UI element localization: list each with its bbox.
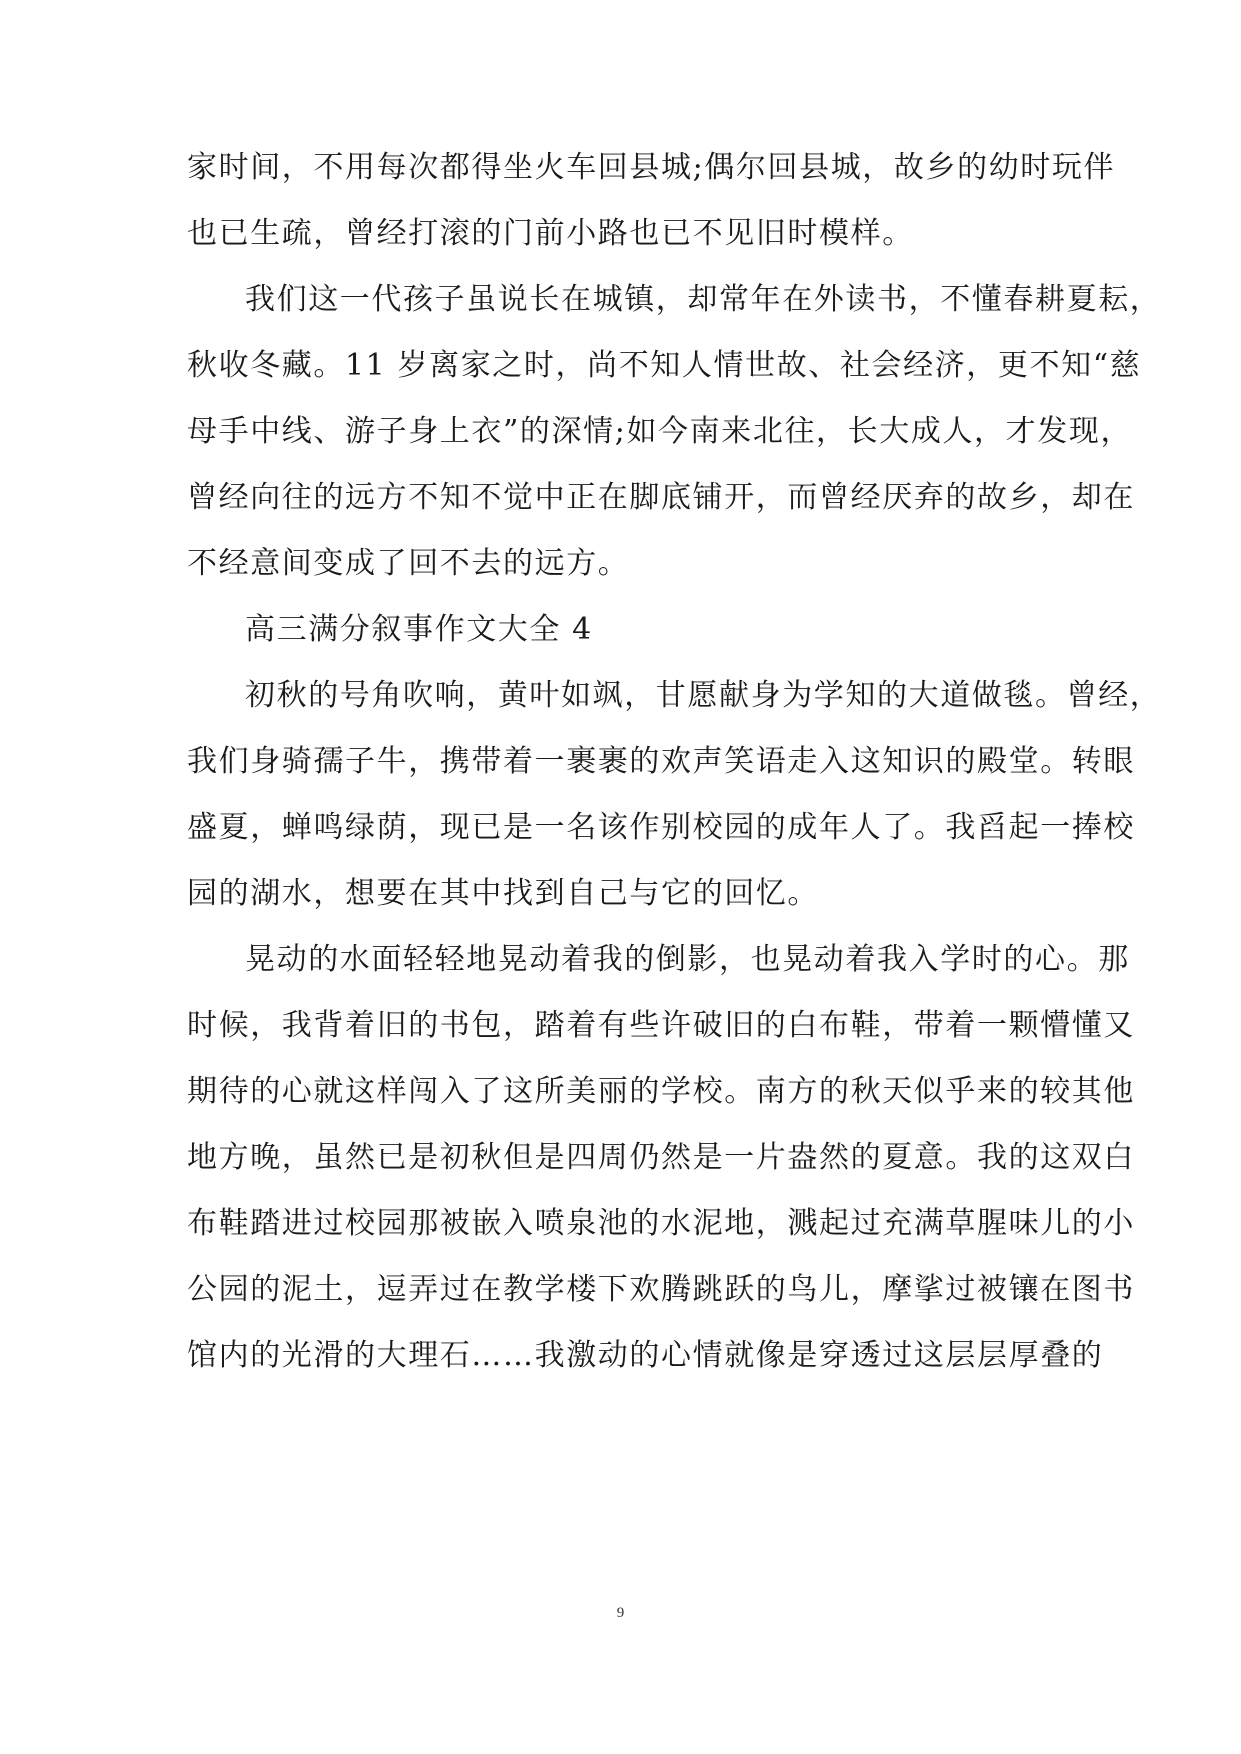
- text-line: 秋收冬藏。11 岁离家之时，尚不知人情世故、社会经济，更不知“慈: [187, 348, 1142, 383]
- text-line: 公园的泥土，逗弄过在教学楼下欢腾跳跃的鸟儿，摩挲过被镶在图书: [187, 1272, 1135, 1307]
- text-line: 也已生疏，曾经打滚的门前小路也已不见旧时模样。: [187, 216, 914, 251]
- text-line: 期待的心就这样闯入了这所美丽的学校。南方的秋天似乎来的较其他: [187, 1074, 1135, 1109]
- text-line: 不经意间变成了回不去的远方。: [187, 546, 630, 581]
- text-line: 家时间，不用每次都得坐火车回县城;偶尔回县城，故乡的幼时玩伴: [187, 150, 1116, 185]
- section-heading: 高三满分叙事作文大全 4: [245, 612, 593, 647]
- text-line: 时候，我背着旧的书包，踏着有些许破旧的白布鞋，带着一颗懵懂又: [187, 1008, 1135, 1043]
- text-line: 初秋的号角吹响，黄叶如飒，甘愿献身为学知的大道做毯。曾经，: [245, 678, 1162, 713]
- text-line: 母手中线、游子身上衣”的深情;如今南来北往，长大成人，才发现，: [187, 414, 1133, 449]
- text-line: 地方晚，虽然已是初秋但是四周仍然是一片盎然的夏意。我的这双白: [187, 1140, 1135, 1175]
- text-line: 布鞋踏进过校园那被嵌入喷泉池的水泥地，溅起过充满草腥味儿的小: [187, 1206, 1135, 1241]
- text-line: 馆内的光滑的大理石……我激动的心情就像是穿透过这层层厚叠的: [187, 1338, 1104, 1373]
- text-line: 盛夏，蝉鸣绿荫，现已是一名该作别校园的成年人了。我舀起一捧校: [187, 810, 1135, 845]
- text-line: 我们这一代孩子虽说长在城镇，却常年在外读书，不懂春耕夏耘，: [245, 282, 1162, 317]
- page-number: 9: [616, 1605, 625, 1621]
- text-line: 园的湖水，想要在其中找到自己与它的回忆。: [187, 876, 819, 911]
- text-line: 曾经向往的远方不知不觉中正在脚底铺开，而曾经厌弃的故乡，却在: [187, 480, 1135, 515]
- text-line: 我们身骑孺子牛，携带着一裹裹的欢声笑语走入这知识的殿堂。转眼: [187, 744, 1135, 779]
- text-line: 晃动的水面轻轻地晃动着我的倒影，也晃动着我入学时的心。那: [245, 942, 1130, 977]
